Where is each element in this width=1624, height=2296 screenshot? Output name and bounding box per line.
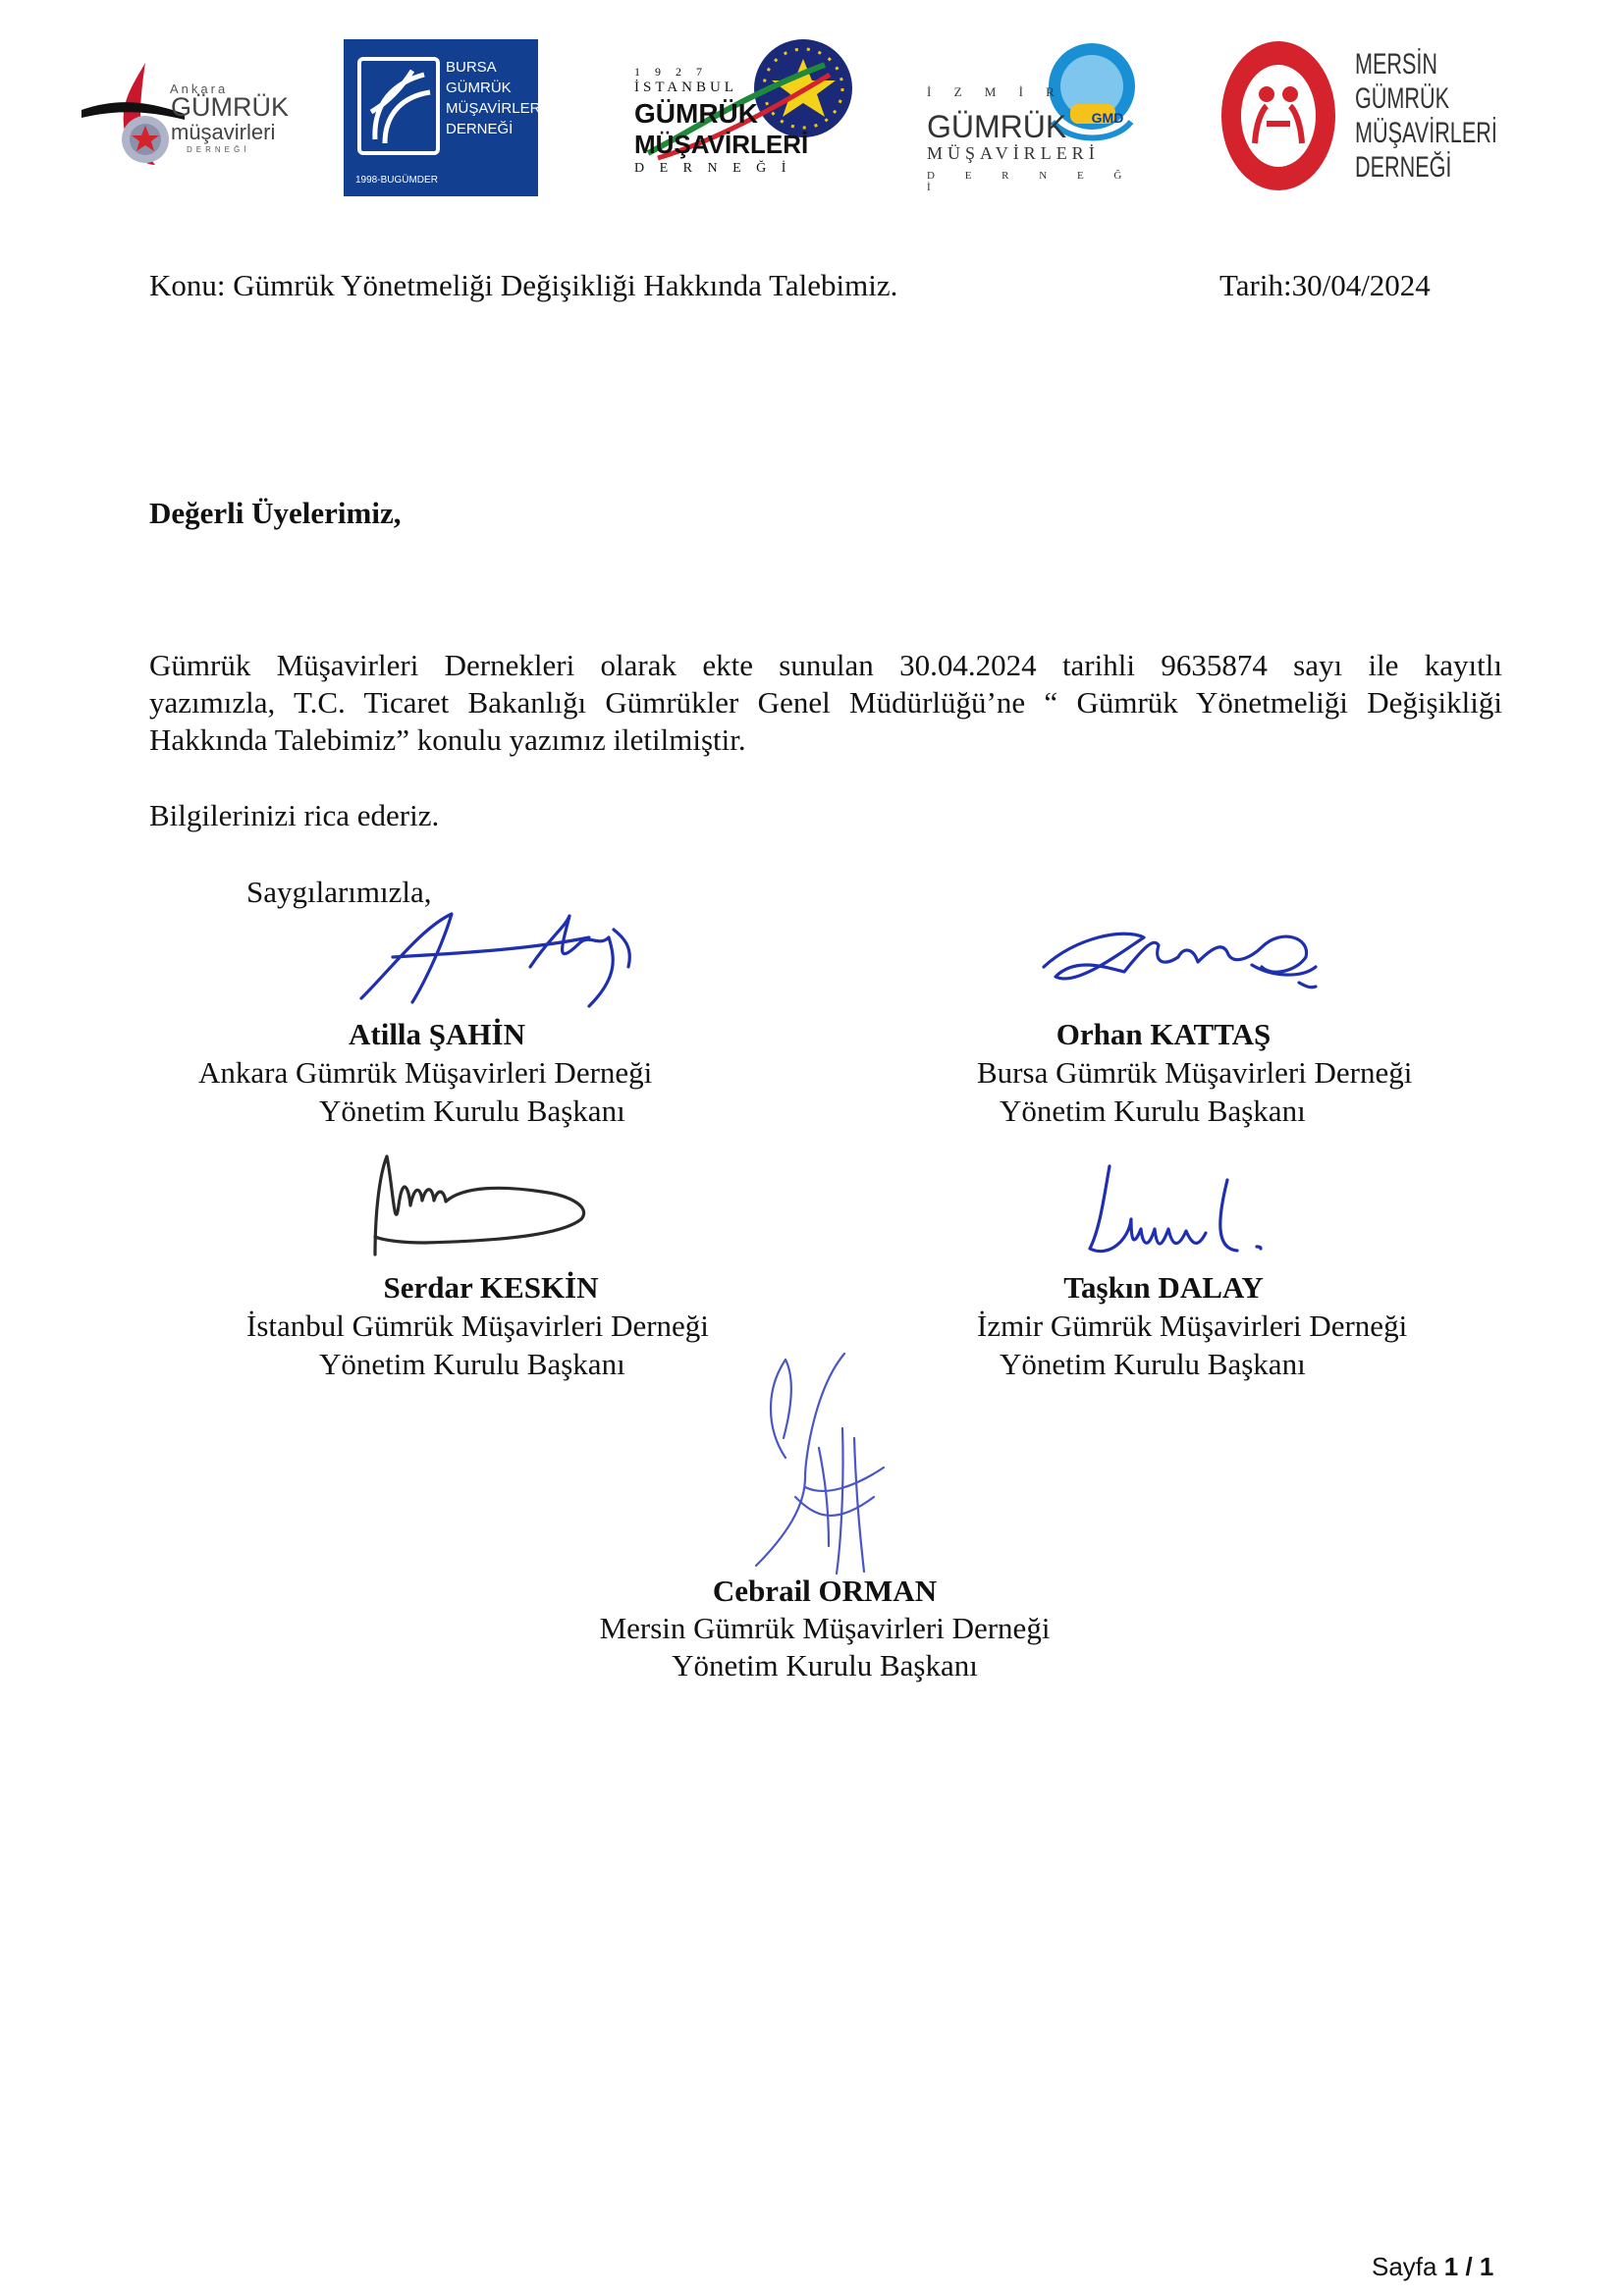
body-line-3: Hakkında Talebimiz” konulu yazımız iletilmiştir. — [149, 722, 746, 757]
bursa-logo-word-3: MÜŞAVİRLERİ — [446, 100, 545, 117]
signatory-org: Ankara Gümrük Müşavirleri Derneği — [198, 1055, 653, 1090]
signatory-block-mersin — [530, 1573, 1119, 1684]
istanbul-logo-word-2: MÜŞAVİRLERİ — [634, 130, 809, 159]
bursa-logo-foot: 1998-BUGÜMDER — [355, 175, 438, 186]
page-total: 1 — [1479, 2252, 1494, 2281]
mersin-logo-word-2: GÜMRÜK — [1355, 82, 1450, 115]
page-separator: / — [1465, 2252, 1473, 2281]
signature-cebrail-orman — [746, 1350, 893, 1575]
istanbul-association-logo — [628, 35, 854, 187]
mersin-logo-word-1: MERSİN — [1355, 48, 1438, 80]
signatory-title: Yönetim Kurulu Başkanı — [319, 1347, 625, 1381]
signatory-org: Bursa Gümrük Müşavirleri Derneği — [977, 1055, 1413, 1090]
istanbul-logo-word-1: GÜMRÜK — [634, 98, 758, 129]
izmir-association-logo — [923, 35, 1149, 192]
signatory-block-istanbul — [319, 1269, 663, 1307]
signature-taskin-dalay — [1070, 1160, 1286, 1268]
body-paragraph — [149, 647, 1502, 759]
signatory-org: İzmir Gümrük Müşavirleri Derneği — [977, 1308, 1408, 1343]
signatory-name: Atilla ŞAHİN — [349, 1017, 525, 1051]
signatory-block-izmir — [992, 1269, 1335, 1307]
izmir-logo-word-2: MÜŞAVİRLERİ — [927, 143, 1100, 163]
page-number — [1372, 2252, 1493, 2282]
izmir-logo-badge: GMD — [1091, 110, 1124, 126]
closing-line: Saygılarımızla, — [246, 875, 432, 909]
page-label: Sayfa — [1372, 2252, 1437, 2281]
signatory-title: Yönetim Kurulu Başkanı — [319, 1094, 625, 1128]
bursa-association-logo — [344, 39, 545, 196]
subject-line: Konu: Gümrük Yönetmeliği Değişikliği Hakkında Talebimiz. — [149, 268, 898, 302]
istanbul-logo-city: İSTANBUL — [634, 80, 737, 95]
izmir-logo-word-1: GÜMRÜK — [927, 109, 1067, 144]
signatory-block-bursa — [992, 1016, 1335, 1053]
signatory-title: Yönetim Kurulu Başkanı — [672, 1648, 978, 1682]
signatory-name: Taşkın DALAY — [1063, 1270, 1264, 1305]
ankara-logo-city: Ankara — [170, 81, 229, 96]
signatory-title: Yönetim Kurulu Başkanı — [1000, 1347, 1306, 1381]
ankara-logo-word-1: GÜMRÜK — [171, 92, 289, 122]
ankara-association-logo — [77, 49, 288, 177]
signatory-title: Yönetim Kurulu Başkanı — [1000, 1094, 1306, 1128]
mersin-logo-word-4: DERNEĞİ — [1355, 151, 1452, 184]
signature-orhan-kattas — [1036, 918, 1330, 1006]
mersin-logo-emblem — [1218, 35, 1345, 197]
ankara-logo-word-2: müşavirleri — [171, 120, 276, 144]
signature-atilla-sahin — [353, 908, 648, 1016]
signatory-name: Cebrail ORMAN — [712, 1574, 938, 1608]
bursa-logo-emblem — [355, 53, 444, 163]
mersin-association-logo — [1218, 35, 1497, 197]
bursa-logo-word-1: BURSA — [446, 59, 497, 76]
body-line-1: Gümrük Müşavirleri Dernekleri olarak ekte sunulan 30.04.2024 tarihli 9635874 sayı ile kayıtlı — [149, 648, 1502, 682]
ankara-logo-word-3: DERNEĞİ — [187, 145, 250, 154]
bursa-logo-word-2: GÜMRÜK — [446, 80, 512, 96]
signatory-block-ankara — [265, 1016, 609, 1053]
izmir-logo-city: İ Z M İ R — [927, 84, 1064, 99]
document-date: Tarih:30/04/2024 — [1219, 268, 1431, 302]
signatory-name: Serdar KESKİN — [383, 1270, 599, 1305]
page-current: 1 — [1443, 2252, 1459, 2281]
signatory-name: Orhan KATTAŞ — [1056, 1017, 1272, 1051]
signatory-org: İstanbul Gümrük Müşavirleri Derneği — [246, 1308, 709, 1343]
signatory-org: Mersin Gümrük Müşavirleri Derneği — [599, 1611, 1051, 1645]
body-line-2: yazımızla, T.C. Ticaret Bakanlığı Gümrükler Genel Müdürlüğü’ne “ Gümrük Yönetmeliği Değişikliği — [149, 685, 1502, 720]
request-line: Bilgilerinizi rica ederiz. — [149, 798, 440, 832]
salutation: Değerli Üyelerimiz, — [149, 496, 402, 530]
izmir-logo-word-3: D E R N E Ğ İ — [927, 170, 1136, 193]
signature-serdar-keskin — [365, 1147, 601, 1264]
istanbul-logo-word-3: D E R N E Ğ İ — [634, 161, 792, 176]
mersin-logo-word-3: MÜŞAVİRLERİ — [1355, 117, 1497, 149]
istanbul-logo-year: 1 9 2 7 — [634, 65, 708, 79]
bursa-logo-word-4: DERNEĞİ — [446, 121, 514, 137]
